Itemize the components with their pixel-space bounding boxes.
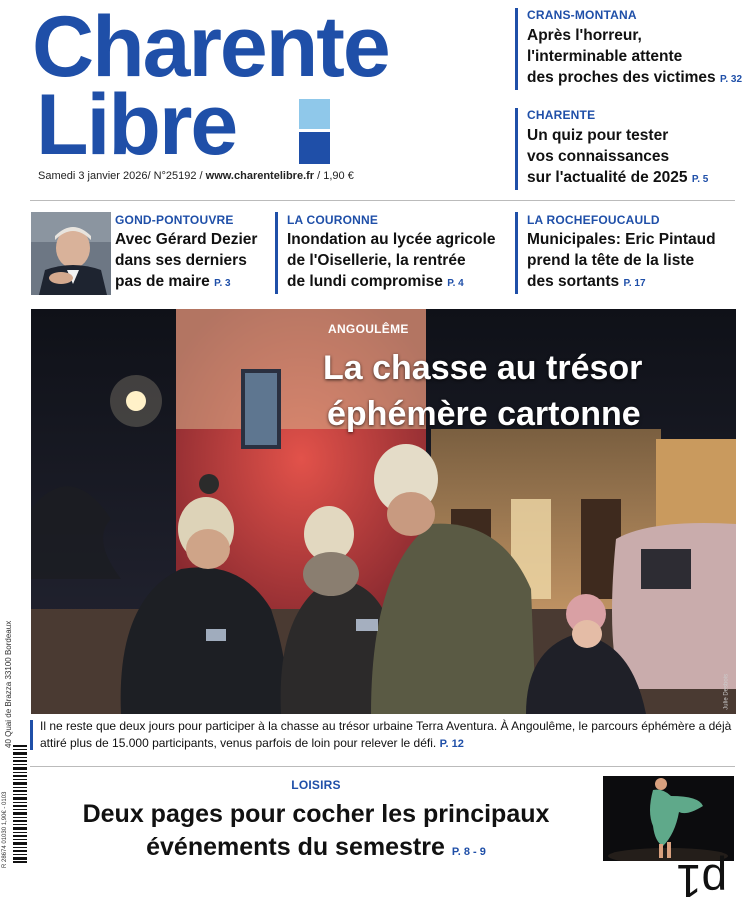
story-kicker: CRANS-MONTANA [527,8,637,22]
story-kicker: LA COURONNE [287,213,379,227]
headline-line: événements du semestre P. 8 - 9 [146,833,486,861]
page-ref: P. 4 [447,278,464,289]
page-ref: P. 5 [691,174,709,185]
headline-line: des sortants P. 17 [527,273,646,290]
headline-line: prend la tête de la liste [527,252,695,269]
top-story-2[interactable] [527,108,747,190]
headline-line: Inondation au lycée agricole [287,231,496,248]
caption-bar [30,720,33,750]
page-ref: P. 8 - 9 [451,846,486,858]
story-kicker: LA ROCHEFOUCAULD [527,213,660,227]
headline-line: Deux pages pour cocher les principaux [82,800,550,828]
top-story-1[interactable] [527,8,747,90]
story-kicker: LOISIRS [291,778,341,792]
mid-story-1[interactable] [115,213,265,294]
headline-line: Municipales: Eric Pintaud [527,231,716,248]
loisirs-photo[interactable] [603,776,734,861]
loisirs-story[interactable] [40,778,592,869]
story-bar [275,212,278,294]
headline-line: Un quiz pour tester [527,127,669,144]
page-ref: P. 12 [439,738,464,750]
story-headline [115,229,265,294]
price: / 1,90 € [314,170,354,182]
headline-line: de l'Oisellerie, la rentrée [287,252,466,269]
masthead-title-line2: Libre [36,77,237,173]
hero-title [323,345,642,437]
hero-title-line: La chasse au trésor [323,349,643,387]
logo-block-dark [299,132,330,164]
story-headline [527,229,747,294]
story-headline [287,229,507,294]
page-ref: P. 3 [214,278,231,289]
headline-line: sur l'actualité de 2025 P. 5 [527,169,709,186]
story-kicker: CHARENTE [527,108,596,122]
story-bar [515,8,518,90]
mid-story-2[interactable] [287,213,507,294]
divider [30,766,735,767]
page-ref: P. 32 [719,74,743,85]
story-bar [515,212,518,294]
headline-line: Avec Gérard Dezier [115,231,258,248]
headline-line: de lundi compromise P. 4 [287,273,464,290]
caption-text: Il ne reste que deux jours pour participer à la chasse au trésor urbaine Terra Aventura. À Angoulême, le parcours éphémère a déjà attiré plus de 15.000 participants, venus parfois de loin pour relever le défi. [40,719,732,750]
masthead-title-line1: Charente [32,0,389,95]
hero-kicker: ANGOULÊME [328,322,409,336]
mid-story-3[interactable] [527,213,747,294]
date-issue: Samedi 3 janvier 2026/ N°25192 / [38,170,206,182]
hero-photo[interactable] [31,309,736,714]
barcode-text: R 28674 01030 1,90€ - 0103 [2,791,8,868]
logo-block-light [299,99,330,129]
photo-credit: Julie Desbois [724,674,730,710]
loisirs-headline [40,798,592,869]
page-mark: p1 [676,855,728,907]
address-side-text: 40 Quai de Brazza 33100 Bordeaux [4,620,13,748]
hero-title-line: éphémère cartonne [327,395,641,433]
headline-line: dans ses derniers [115,252,247,269]
hero-caption [40,718,732,753]
story-bar [515,108,518,190]
headline-line: pas de maire P. 3 [115,273,231,290]
headline-line: des proches des victimes P. 32 [527,69,743,86]
headline-line: l'interminable attente [527,48,683,65]
dateline [38,170,354,182]
story-kicker: GOND-PONTOUVRE [115,213,234,227]
headline-line: Après l'horreur, [527,27,642,44]
page-ref: P. 17 [623,278,646,289]
divider [30,200,735,201]
website-link[interactable]: www.charentelibre.fr [205,170,315,182]
barcode [13,745,27,863]
portrait-photo [31,212,111,295]
headline-line: vos connaissances [527,148,670,165]
story-headline [527,125,747,190]
story-headline [527,25,747,90]
